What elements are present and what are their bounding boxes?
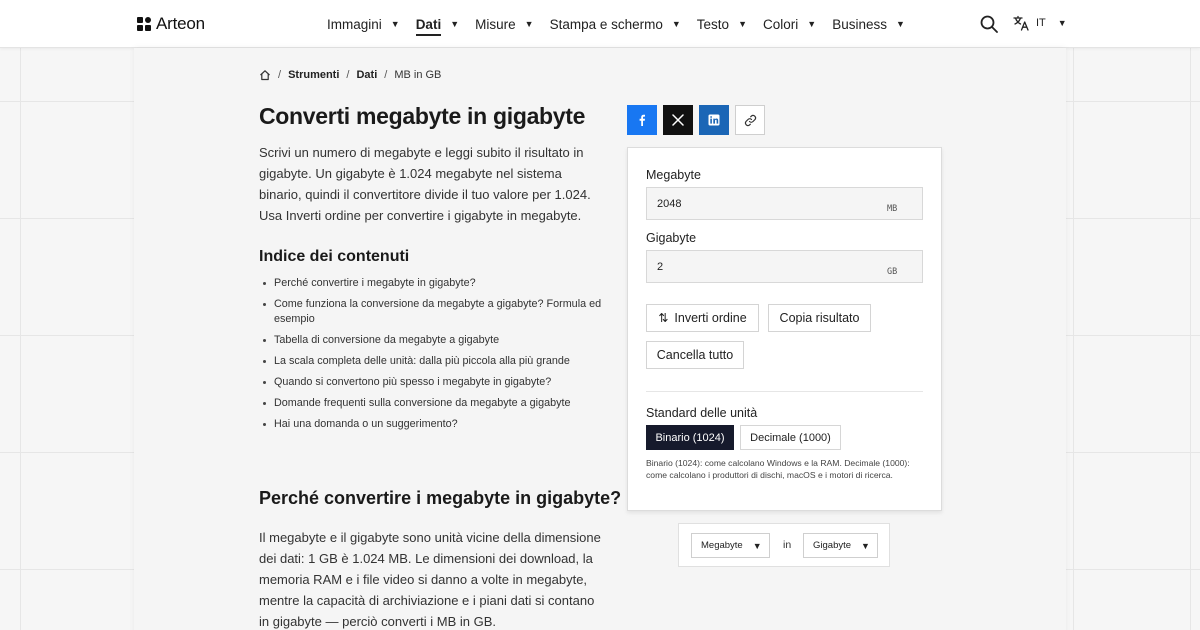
to-unit-value: Gigabyte <box>813 540 852 551</box>
clear-all-button[interactable] <box>646 341 744 369</box>
from-unit-value: Megabyte <box>701 540 743 551</box>
clear-all-label: Cancella tutto <box>656 348 734 362</box>
chevron-down-icon: ▼ <box>895 19 905 29</box>
nav-label: Testo <box>696 16 730 32</box>
nav-label: Immagini <box>327 16 382 32</box>
selector-in-label: in <box>783 539 792 551</box>
logo-icon <box>137 17 152 32</box>
chevron-down-icon: ▼ <box>752 540 762 551</box>
megabyte-unit: MB <box>887 204 898 214</box>
nav-label: Stampa e schermo <box>549 16 663 32</box>
share-facebook-button[interactable] <box>627 105 657 135</box>
toc-link[interactable]: Perché convertire i megabyte in gigabyte? <box>259 276 604 291</box>
search-icon[interactable] <box>980 15 998 33</box>
divider <box>646 391 923 392</box>
page-title: Converti megabyte in gigabyte <box>259 103 586 129</box>
language-switcher[interactable] <box>1013 15 1067 31</box>
toc-link[interactable]: Hai una domanda o un suggerimento? <box>259 417 604 432</box>
toc-link[interactable]: Quando si convertono più spesso i megabyte in gigabyte? <box>259 375 604 390</box>
breadcrumb-separator: / <box>384 69 388 81</box>
section-title: Perché convertire i megabyte in gigabyte? <box>259 488 622 508</box>
toc-title: Indice dei contenuti <box>259 248 410 265</box>
copy-result-label: Copia risultato <box>779 311 860 325</box>
chevron-down-icon: ▼ <box>524 19 534 29</box>
translate-icon <box>1013 15 1030 31</box>
nav-label: Dati <box>416 17 442 36</box>
nav-label: Colori <box>763 16 799 32</box>
toc-link[interactable]: La scala completa delle unità: dalla più piccola alla più grande <box>259 354 604 369</box>
unit-selector <box>678 523 890 567</box>
toc-link[interactable]: Come funziona la conversione da megabyte a gigabyte? Formula ed esempio <box>259 297 604 327</box>
breadcrumb <box>259 69 441 81</box>
share-x-button[interactable] <box>663 105 693 135</box>
nav-label: Misure <box>475 16 516 32</box>
megabyte-label: Megabyte <box>646 168 701 182</box>
copy-result-button[interactable] <box>768 304 871 332</box>
chevron-down-icon: ▼ <box>671 19 681 29</box>
megabyte-input[interactable] <box>646 187 923 220</box>
breadcrumb-separator: / <box>278 69 282 81</box>
nav-item-misure[interactable] <box>475 0 533 48</box>
share-linkedin-button[interactable] <box>699 105 729 135</box>
copy-link-button[interactable] <box>735 105 765 135</box>
breadcrumb-current: MB in GB <box>394 69 442 81</box>
nav-item-stampa-e-schermo[interactable] <box>550 0 681 48</box>
table-of-contents <box>259 276 604 438</box>
brand-logo[interactable] <box>137 14 205 34</box>
unit-standard-note: Binario (1024): come calcolano Windows e la RAM. Decimale (1000): come calcolano i produttori di dischi, macOS e i motori di ricerca. <box>646 458 910 480</box>
chevron-down-icon: ▼ <box>738 19 747 29</box>
chevron-down-icon: ▼ <box>450 19 460 29</box>
to-unit-select[interactable] <box>803 533 878 558</box>
toc-link[interactable]: Tabella di conversione da megabyte a gigabyte <box>259 333 604 348</box>
chevron-down-icon: ▼ <box>861 540 870 551</box>
x-icon <box>672 114 684 126</box>
gigabyte-label: Gigabyte <box>646 231 697 245</box>
home-icon[interactable] <box>259 69 271 81</box>
nav-item-dati[interactable] <box>416 0 459 48</box>
breadcrumb-dati[interactable]: Dati <box>356 69 378 81</box>
nav-item-colori[interactable] <box>763 0 816 48</box>
nav-item-business[interactable] <box>832 0 905 48</box>
toc-link[interactable]: Domande frequenti sulla conversione da megabyte a gigabyte <box>259 396 604 411</box>
link-icon <box>744 114 757 127</box>
swap-order-label: Inverti ordine <box>674 311 747 325</box>
breadcrumb-strumenti[interactable]: Strumenti <box>288 69 340 81</box>
section-text: Il megabyte e il gigabyte sono unità vicine della dimensione dei dati: 1 GB è 1.024 MB. Le dimensioni dei download, la memoria RAM e i file video si danno a volte in megabyte, mentre la capacità di archiviazione e i piani dati si contano in gigabyte — perciò converti i MB in GB. <box>259 530 601 629</box>
breadcrumb-separator: / <box>346 69 350 81</box>
converter-panel <box>627 147 942 511</box>
chevron-down-icon: ▼ <box>390 19 400 29</box>
chevron-down-icon: ▼ <box>807 19 817 29</box>
linkedin-icon <box>708 114 720 126</box>
from-unit-select[interactable] <box>691 533 770 558</box>
brand-name: Arteon <box>156 14 205 33</box>
swap-icon: ⇅ <box>658 311 669 325</box>
gigabyte-input[interactable] <box>646 250 923 283</box>
gigabyte-unit: GB <box>887 267 898 277</box>
standard-decimal-toggle[interactable]: Decimale (1000) <box>740 425 841 450</box>
nav-label: Business <box>832 16 887 32</box>
chevron-down-icon: ▼ <box>1057 18 1067 28</box>
nav-item-testo[interactable] <box>697 0 747 48</box>
nav-item-immagini[interactable] <box>327 0 400 48</box>
facebook-icon <box>636 114 648 126</box>
main-nav <box>327 0 921 48</box>
standard-binary-toggle[interactable]: Binario (1024) <box>646 425 734 450</box>
swap-order-button[interactable] <box>646 304 759 332</box>
unit-standard-label: Standard delle unità <box>646 406 758 420</box>
top-header <box>0 0 1200 48</box>
intro-text: Scrivi un numero di megabyte e leggi subito il risultato in gigabyte. Un gigabyte è 1.024 megabyte nel sistema binario, quindi il convertitore divide il tuo valore per 1.024. Usa Inverti ordine per convertire i gigabyte in megabyte. <box>259 145 591 223</box>
share-buttons <box>627 105 765 135</box>
language-code: IT <box>1036 17 1046 29</box>
